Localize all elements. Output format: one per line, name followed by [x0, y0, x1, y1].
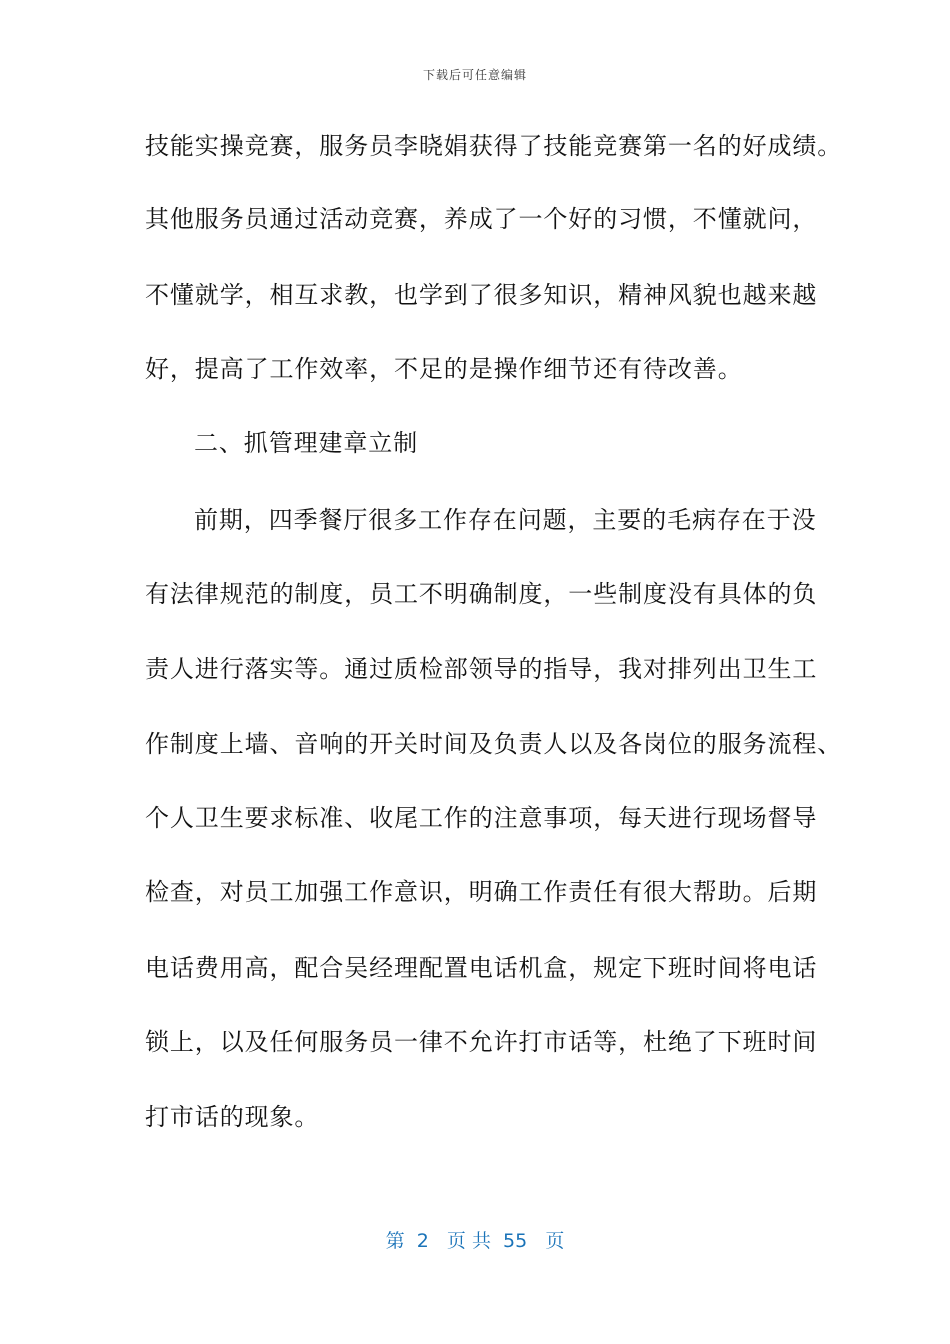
paragraph-line: 有法律规范的制度，员工不明确制度，一些制度没有具体的负 — [145, 580, 818, 608]
paragraph-line: 前期，四季餐厅很多工作存在问题，主要的毛病存在于没 — [194, 506, 817, 534]
paragraph-line: 责人进行落实等。通过质检部领导的指导，我对排列出卫生工 — [145, 655, 818, 683]
page-number: 第 2 页 共 55 页 — [385, 1230, 565, 1252]
paragraph-line: 检查，对员工加强工作意识，明确工作责任有很大帮助。后期 — [145, 878, 818, 906]
header-note: 下载后可任意编辑 — [422, 68, 527, 82]
paragraph-line: 好，提高了工作效率，不足的是操作细节还有待改善。 — [145, 355, 743, 383]
paragraph-line: 不懂就学，相互求教，也学到了很多知识，精神风貌也越来越 — [145, 281, 818, 309]
paragraph-line: 打市话的现象。 — [145, 1103, 320, 1131]
paragraph-line: 个人卫生要求标准、收尾工作的注意事项，每天进行现场督导 — [145, 804, 818, 832]
paragraph-line: 技能实操竞赛，服务员李晓娟获得了技能竞赛第一名的好成绩。 — [145, 132, 843, 160]
section-heading: 二、抓管理建章立制 — [194, 429, 419, 457]
paragraph-line: 其他服务员通过活动竞赛，养成了一个好的习惯，不懂就问， — [145, 205, 818, 233]
paragraph-line: 电话费用高，配合吴经理配置电话机盒，规定下班时间将电话 — [145, 954, 818, 982]
paragraph-line: 作制度上墙、音响的开关时间及负责人以及各岗位的服务流程、 — [145, 730, 843, 758]
paragraph-line: 锁上，以及任何服务员一律不允许打市话等，杜绝了下班时间 — [145, 1028, 818, 1056]
